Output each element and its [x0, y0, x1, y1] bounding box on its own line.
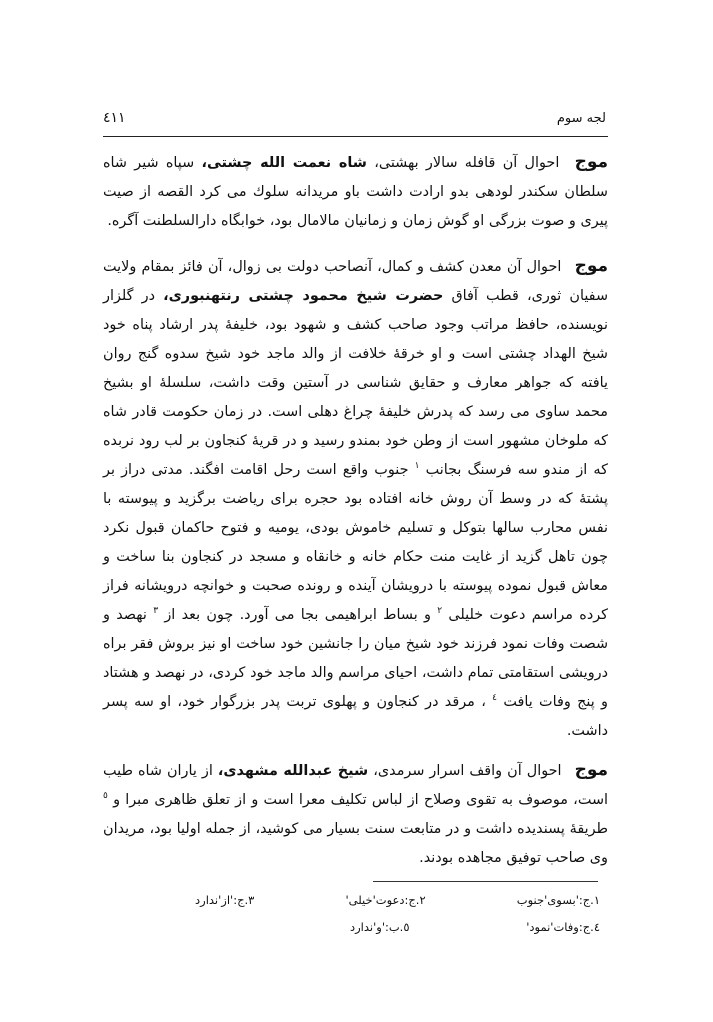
section-lead: احوال آن واقف اسرار سرمدی، — [373, 763, 562, 779]
section-body: نهصد و شصت وفات نمود فرزند خود شیخ میان را جانشین خود ساخت او نیز بروش فقر براه درویشی استقامتی تمام داشت، احیای مراسم والد ماجد خود کردی، در نهصد و هشتاد و پنج وفات یافت — [103, 607, 608, 710]
section-body: طریقهٔ پسندیده داشت و در متابعت سنت بسیار می کوشید، از جمله اولیا بود، مریدان وی صاحب توفیق مجاهده بودند. — [103, 821, 608, 866]
section-label: موج — [574, 256, 608, 276]
section-1 — [103, 148, 608, 236]
footnote-marker: ٥ — [103, 791, 108, 802]
footnote-4: ٤.ج:وفات'نمود' — [526, 920, 600, 934]
section-body: و بساط ابراهیمی بجا می آورد. چون بعد از — [164, 607, 431, 623]
section-body: از یاران شاه طیب است، موصوف به تقوی وصلاح از لباس تکلیف معرا است و از تعلق ظاهری مبرا و — [103, 763, 608, 808]
footnote-1: ١.ج:'بسوی'جنوب — [516, 893, 600, 907]
section-label: موج — [574, 760, 608, 780]
footnote-marker: ٢ — [437, 606, 443, 617]
person-name: شیخ عبدالله مشهدی، — [217, 763, 369, 779]
section-1-paragraph — [103, 148, 608, 236]
section-3 — [103, 756, 608, 873]
footnote-divider — [373, 881, 598, 882]
footnote-marker: ١ — [414, 461, 420, 472]
section-body: در گلزار نویسنده، حافظ مراتب وجود صاحب کشف و شهود بود، خلیفهٔ پدر ارشاد پناه خود شیخ الهداد چشتی است و او خرقهٔ خلافت از والد ماجد خود شیخ سدوه گنج روان یافته که جواهر معارف و حقایق شناسی در آستین وقت داشت، سلسلهٔ او بشیخ محمد ساوی می رسد که پدرش خلیفهٔ چراغ دهلی است. در زمان حکومت قادر شاه که ملوخان مشهور است از وطن خود بمندو رسید و در قریهٔ کنجاون بر لب رود نربده که از مندو سه فرسنگ بجانب — [103, 288, 608, 478]
page-number: ٤١١ — [103, 110, 126, 126]
section-body: جنوب واقع است رحل اقامت افگند. مدتی دراز بر پشتهٔ که در وسط آن روش خانه افتاده بود حجره برای ریاضت برگزید و پیوسته با نفس محارب سالها بتوکل و تسلیم خاموش بودی، یومیه و فتوح حاکمان قبول نکرد چون تاهل گزید از غایت منت حکام خانه و خانقاه و مسجد در کنجاون بنا ساخت و معاش قبول نموده پیوسته با درویشان آینده و رونده صحبت و خوانچه درویشانه فراز کرده مراسم دعوت خلیلی — [103, 462, 609, 623]
footnote-marker: ٤ — [492, 693, 497, 704]
section-2 — [103, 252, 608, 746]
section-lead: احوال آن معدن کشف و کمال، آنصاحب دولت بی زوال، آن فائز بمقام ولایت سفیان ثوری، قطب آفاق — [103, 259, 609, 304]
footnote-row-2 — [350, 920, 600, 934]
footnote-marker: ٣ — [153, 606, 159, 617]
person-name: شاه نعمت الله چشتی، — [201, 155, 367, 171]
footnote-row-1 — [195, 893, 600, 907]
header-divider — [103, 136, 608, 137]
person-name: حضرت شیخ محمود چشتی رنتهنبوری، — [163, 288, 444, 304]
running-head-title: لجه سوم — [556, 111, 606, 126]
footnote-5: ٥.ب:'و'ندارد — [350, 920, 410, 934]
section-lead: احوال آن قافله سالار بهشتی، — [374, 155, 560, 171]
section-label: موج — [574, 152, 609, 172]
section-2-paragraph — [103, 252, 608, 746]
section-body: ، مرقد در کنجاون و پهلوی تربت پدر بزرگوار خود، او سه پسر داشت. — [103, 694, 608, 739]
footnote-3: ٣.ج:'از'ندارد — [195, 893, 255, 907]
footnote-2: ٢.ج:دعوت'خیلی' — [345, 893, 426, 907]
section-3-paragraph — [103, 756, 608, 873]
section-body: سپاه شیر شاه سلطان سکندر لودهی بدو ارادت داشت باو مریدانه سلوك می کرد القصه از صیت پیری و صوت بزرگی او گوش زمان و زمانیان مالامال بود، خوابگاه دارالسلطنت آگره. — [103, 155, 608, 229]
